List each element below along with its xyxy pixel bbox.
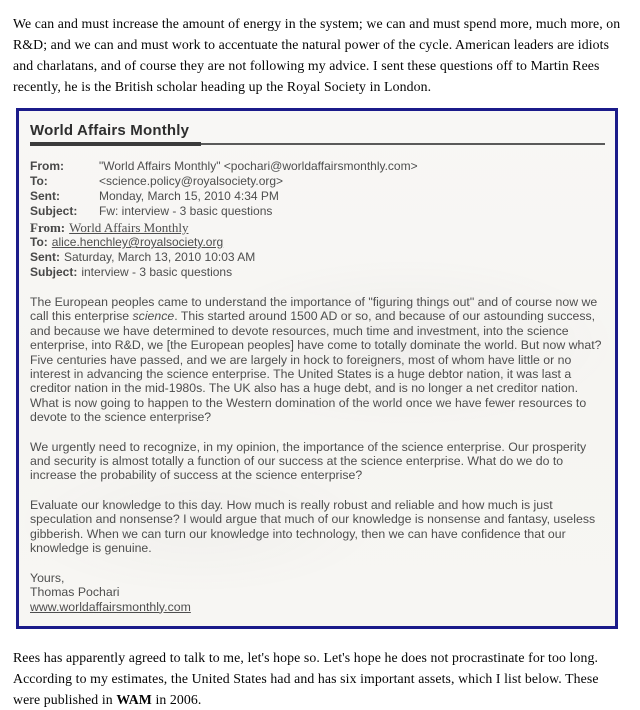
header-value-link: World Affairs Monthly xyxy=(69,220,189,235)
header-row-sent xyxy=(30,250,605,265)
header-label: Subject: xyxy=(30,204,78,218)
header-row-sent xyxy=(30,189,605,204)
header-row-subject xyxy=(30,265,605,280)
header-row-to xyxy=(30,235,605,250)
inner-header-block xyxy=(30,220,605,280)
header-label: To: xyxy=(30,174,48,188)
header-row-to xyxy=(30,174,605,189)
email-paragraph-1 xyxy=(30,295,608,425)
email-scan-image xyxy=(19,111,615,626)
header-value: "World Affairs Monthly" <pochari@worldaffairsmonthly.com> xyxy=(99,159,418,173)
outro-paragraph xyxy=(13,647,627,710)
outro-text: in 2006. xyxy=(151,692,202,708)
header-value: Fw: interview - 3 basic questions xyxy=(99,204,273,218)
header-label: Sent: xyxy=(30,250,60,264)
outro-text: Rees has apparently agreed to talk to me, let's hope so. Let's hope he does not procrastinate for too long. According to my estimates, the United States had and has six important assets, which I list below. These were published in xyxy=(13,650,599,708)
header-value: <science.policy@royalsociety.org> xyxy=(99,174,284,188)
email-paragraph-2: We urgently need to recognize, in my opinion, the importance of the science enterprise. Our prosperity and security is almost totally a function of our success at the science enterprise. What do we do to increase the probability of success at the science enterprise? xyxy=(30,439,587,483)
italic-word: science xyxy=(132,309,175,324)
paragraph-text: The European peoples came to understand the importance of "figuring things out" and of course now we call this enterprise xyxy=(30,295,598,324)
outer-header-block xyxy=(30,159,605,219)
email-masthead-title: World Affairs Monthly xyxy=(30,122,201,146)
header-value-link: alice.henchley@royalsociety.org xyxy=(51,235,224,249)
header-row-subject xyxy=(30,204,605,219)
header-label: To: xyxy=(30,235,48,249)
intro-paragraph: We can and must increase the amount of energy in the system; we can and must spend more, much more, on R&D; and we can and must work to accentuate the natural power of the cycle. American leaders are idiots and charlatans, and of course they are not following my advice. I sent these questions off to Martin Rees recently, he is the British scholar heading up the Royal Society in London. xyxy=(13,16,621,94)
header-value: interview - 3 basic questions xyxy=(81,265,233,279)
header-row-from xyxy=(30,220,605,235)
header-value: Saturday, March 13, 2010 10:03 AM xyxy=(64,250,256,264)
signature-name: Thomas Pochari xyxy=(30,585,120,600)
email-paragraph-3: Evaluate our knowledge to this day. How much is really robust and reliable and how much is just speculation and nonsense? I would argue that much of our knowledge is nonsense and fantasy, useless gibberish. When we can turn our knowledge into technology, then we can have confidence that our knowledge is genuine. xyxy=(30,497,596,556)
signature-closing: Yours, xyxy=(30,570,65,585)
header-label: Sent: xyxy=(30,189,60,203)
email-screenshot-frame xyxy=(16,108,618,629)
masthead-rule xyxy=(201,143,605,145)
header-label: Subject: xyxy=(30,265,78,279)
signature-block xyxy=(30,571,605,615)
header-row-from xyxy=(30,159,605,174)
signature-url-link: www.worldaffairsmonthly.com xyxy=(30,599,191,614)
paragraph-text: . This started around 1500 AD or so, and because of our astounding success, and because we have determined to devote resources, much time and investment, into the science enterprise, into R&D, we [the European peoples] have come to totally dominate the world. But now what? Five centuries have passed, and we are largely in hock to foreigners, most of whom have little or no interest in advancing the science enterprise. The United States is a huge debtor nation, it was last a creditor nation in the mid-1980s. The UK also has a huge debt, and is no longer a net creditor nation. What is now going to happen to the Western domination of the world once we have fewer resources to devote to the science enterprise? xyxy=(30,309,602,425)
wam-abbreviation: WAM xyxy=(116,692,152,708)
header-label: From: xyxy=(30,220,66,235)
header-label: From: xyxy=(30,159,64,173)
email-masthead xyxy=(30,121,605,146)
header-value: Monday, March 15, 2010 4:34 PM xyxy=(99,189,279,203)
